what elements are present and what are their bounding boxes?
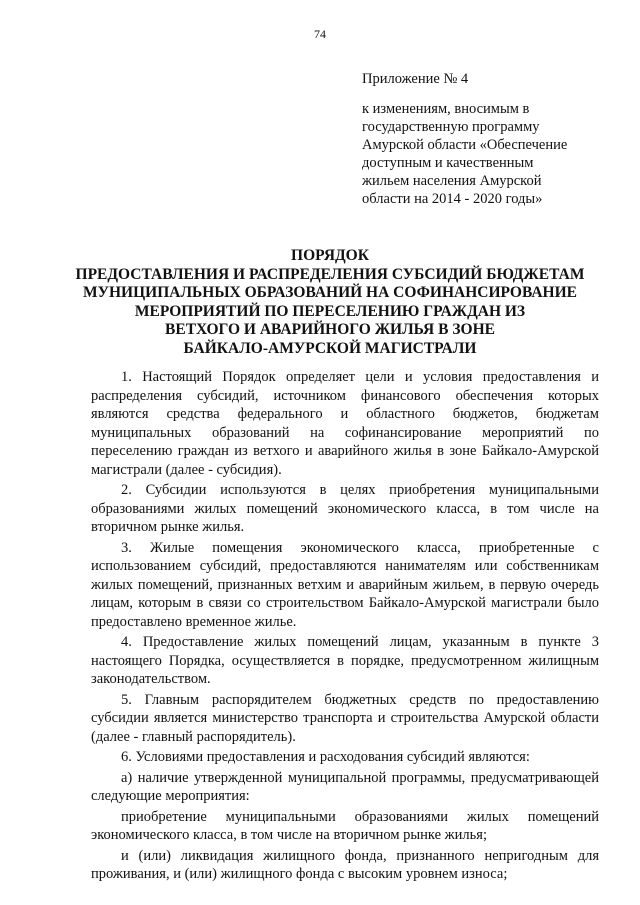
paragraph-3: 3. Жилые помещения экономического класса, приобретенные с использованием субсидий, предоставляются нанимателям или собственникам жилых помещений, признанных ветхим и аварийным жильем, в первую очередь лицам, которым в связи со строительством Байкало-Амурской магистрали было предоставлено временное жилье.	[91, 539, 599, 630]
appendix-title: Приложение № 4	[362, 71, 469, 87]
paragraph-5: 5. Главным распорядителем бюджетных средств по предоставлению субсидии является министерство транспорта и строительства Амурской области (далее - главный распорядитель).	[91, 691, 599, 745]
page-number: 74	[314, 27, 326, 41]
heading-line: ПРЕДОСТАВЛЕНИЯ И РАСПРЕДЕЛЕНИЯ СУБСИДИЙ БЮДЖЕТАМ	[75, 265, 585, 283]
paragraph-4: 4. Предоставление жилых помещений лицам, указанным в пункте 3 настоящего Порядка, осуществляется в порядке, предусмотренном жилищным законодательством.	[91, 634, 599, 687]
paragraph-2: 2. Субсидии используются в целях приобретения муниципальными образованиями жилых помещений экономического класса, в том числе на вторичном рынке жилья.	[91, 482, 599, 535]
heading-line: БАЙКАЛО-АМУРСКОЙ МАГИСТРАЛИ	[183, 339, 477, 357]
document-body	[91, 368, 599, 884]
heading-line: МУНИЦИПАЛЬНЫХ ОБРАЗОВАНИЙ НА СОФИНАНСИРОВАНИЕ	[83, 284, 577, 301]
paragraph-1: 1. Настоящий Порядок определяет цели и условия предоставления и распределения субсидий, источником финансового обеспечения которых являются средства федерального и областного бюджетов, бюджетам муниципальных образований на софинансирование мероприятий по переселению граждан из ветхого и аварийного жилья в зоне Байкало-Амурской магистрали (далее - субсидия).	[91, 369, 599, 478]
appendix-line: государственную программу	[362, 119, 540, 135]
paragraph-6a: а) наличие утвержденной муниципальной программы, предусматривающей следующие мероприятия:	[91, 769, 599, 804]
appendix-line: области на 2014 - 2020 годы»	[362, 191, 543, 207]
appendix-line: Амурской области «Обеспечение	[362, 137, 568, 153]
paragraph-6a-item-1: приобретение муниципальными образованиями жилых помещений экономического класса, в том числе на вторичном рынке жилья;	[91, 808, 599, 843]
document-heading	[60, 247, 600, 358]
paragraph-6: 6. Условиями предоставления и расходования субсидий являются:	[121, 749, 530, 765]
heading-line: ПОРЯДОК	[291, 247, 369, 264]
appendix-line: жильем населения Амурской	[362, 173, 542, 189]
appendix-block	[362, 70, 592, 208]
appendix-line: к изменениям, вносимым в	[362, 101, 530, 117]
appendix-line: доступным и качественным	[362, 155, 534, 171]
heading-line: ВЕТХОГО И АВАРИЙНОГО ЖИЛЬЯ В ЗОНЕ	[165, 321, 495, 338]
paragraph-6a-item-2: и (или) ликвидация жилищного фонда, признанного непригодным для проживания, и (или) жилищного фонда с высоким уровнем износа;	[91, 847, 599, 882]
heading-line: МЕРОПРИЯТИЙ ПО ПЕРЕСЕЛЕНИЮ ГРАЖДАН ИЗ	[134, 302, 526, 320]
